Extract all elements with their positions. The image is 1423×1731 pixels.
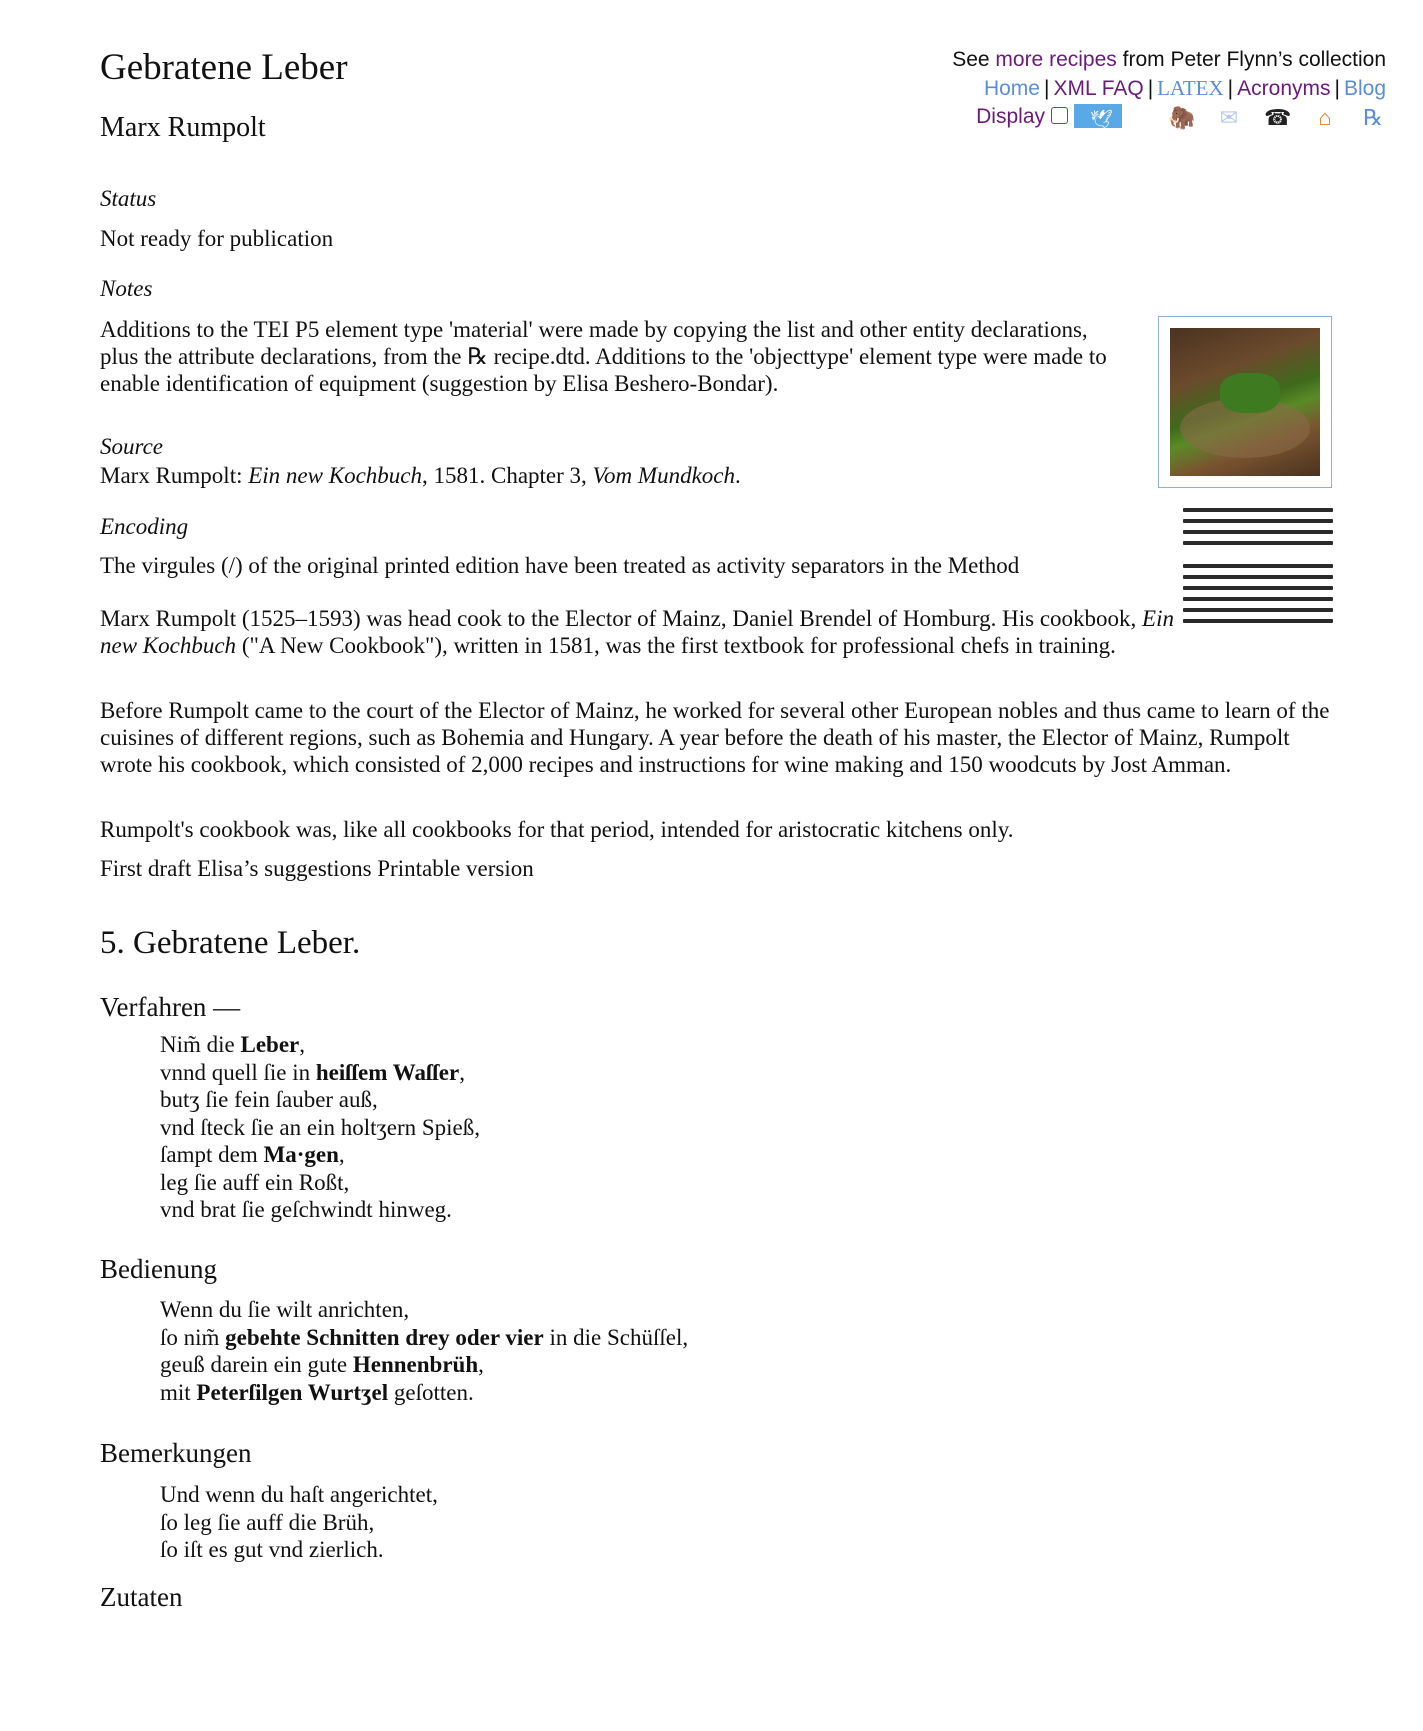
verse-text: ,: [299, 1032, 306, 1057]
source-chapter: Vom Mundkoch: [592, 463, 735, 488]
verse-line: [160, 1169, 480, 1197]
xml-faq-link[interactable]: XML FAQ: [1053, 77, 1144, 100]
rx-icon[interactable]: ℞: [1363, 106, 1383, 131]
scan-line: [1183, 586, 1333, 590]
nav-separator: |: [1147, 77, 1154, 100]
collection-line: [952, 46, 1386, 74]
serving-heading: Bedienung: [100, 1254, 217, 1284]
source-end: .: [734, 463, 741, 488]
see-suffix: from Peter Flynn’s collection: [1116, 48, 1386, 71]
more-recipes-link[interactable]: more recipes: [995, 48, 1117, 71]
verse-text: ,: [459, 1059, 465, 1085]
encoding-text: The virgules (/) of the original printed edition have been treated as activity separators in the Method: [100, 553, 1020, 578]
blog-link[interactable]: Blog: [1343, 77, 1386, 100]
display-label: Display: [976, 105, 1045, 128]
phone-icon[interactable]: ☎: [1264, 105, 1292, 130]
verse-text: in die Schüſſel,: [543, 1324, 689, 1350]
ingredients-heading: Zutaten: [100, 1582, 183, 1612]
latex-link[interactable]: [1157, 76, 1224, 100]
source-author: Marx Rumpolt:: [100, 463, 249, 488]
verse-text: ,: [338, 1142, 345, 1167]
intro-paragraph-1: [100, 605, 1185, 659]
ingredient-term: Ma·gen: [263, 1142, 339, 1167]
display-toggle-checkbox[interactable]: [1051, 107, 1068, 124]
ingredient-term: heiſſem Waſſer: [315, 1059, 460, 1085]
verse-line: [160, 1296, 688, 1324]
status-label: Status: [100, 186, 157, 211]
nav-links: [952, 74, 1386, 103]
verse-line: [160, 1379, 688, 1407]
mail-icon[interactable]: ✉: [1219, 105, 1239, 130]
see-prefix: See: [952, 48, 996, 71]
verse-text: Und wenn du haſt angerichtet,: [160, 1482, 438, 1507]
recipe-heading: 5. Gebratene Leber.: [100, 925, 361, 961]
dish-photo-image: [1170, 328, 1320, 476]
verse-text: Wenn du ſie wilt anrichten,: [160, 1297, 410, 1322]
verse-line: [160, 1031, 480, 1059]
notes-text: Additions to the TEI P5 element type 'material' were made by copying the list and other entity declarations, plus the attribute declarations, from the ℞ recipe.dtd. Additions to the 'objecttype' element type were made to enable identification of equipment (suggestion by Elisa Beshero-Bondar).: [100, 317, 1107, 396]
verse-line: [160, 1141, 480, 1169]
scan-line: [1183, 575, 1333, 579]
display-line: [952, 103, 1386, 133]
verse-line: [160, 1351, 688, 1379]
ingredient-term: Leber: [240, 1032, 300, 1057]
method-lines: [160, 1031, 480, 1224]
verse-text: ſo leg ſie auff die Brüh,: [160, 1509, 375, 1535]
latex-label: LATEX: [1157, 76, 1224, 100]
verse-line: [160, 1481, 438, 1509]
verse-text: geuß darein ein gute: [160, 1352, 353, 1377]
home-link[interactable]: Home: [983, 77, 1040, 100]
source-book: Ein new Kochbuch: [248, 463, 422, 488]
page-title: Gebratene Leber: [100, 47, 348, 88]
version-links: First draft Elisa’s suggestions Printable version: [100, 856, 534, 881]
scan-line: [1183, 508, 1333, 512]
verse-text: Nim̃ die: [160, 1032, 241, 1057]
verse-text: geſotten.: [388, 1379, 474, 1405]
verse-line: [160, 1536, 438, 1564]
intro-p1-start: Marx Rumpolt (1525–1593) was head cook to the Elector of Mainz, Daniel Brendel of Homburg. His cookbook,: [100, 606, 1143, 631]
verse-text: ſampt dem: [160, 1142, 264, 1167]
verse-line: [160, 1196, 480, 1224]
scan-line: [1183, 564, 1333, 568]
scan-line: [1183, 530, 1333, 534]
page-author: Marx Rumpolt: [100, 112, 266, 143]
verse-text: butʒ ſie fein ſauber auß,: [160, 1087, 378, 1112]
intro-p1-end: ("A New Cookbook"), written in 1581, was the first textbook for professional chefs in training.: [236, 633, 1116, 658]
scan-line: [1183, 608, 1333, 612]
dish-photo: [1158, 316, 1332, 488]
home-icon[interactable]: ⌂: [1318, 105, 1332, 130]
twitter-icon[interactable]: 🕊: [1074, 104, 1122, 128]
verse-text: leg ſie auff ein Roßt,: [160, 1169, 350, 1195]
mastodon-icon[interactable]: 🦣: [1168, 105, 1196, 130]
source-mid: , 1581. Chapter 3,: [421, 463, 593, 488]
nav-separator: |: [1334, 77, 1340, 100]
verse-text: vnnd quell ſie in: [160, 1059, 316, 1085]
verse-line: [160, 1086, 480, 1114]
ingredient-term: gebehte Schnitten drey oder vier: [225, 1324, 544, 1350]
verse-text: ,: [478, 1352, 484, 1377]
verse-text: ſo nim̃: [160, 1324, 226, 1350]
status-value: Not ready for publication: [100, 226, 334, 251]
scan-line: [1183, 541, 1333, 545]
scan-line: [1183, 619, 1333, 623]
original-print-scan: [1183, 508, 1333, 640]
verse-text: vnd ſteck ſie an ein holtʒern Spieß,: [160, 1114, 480, 1140]
nav-separator: |: [1043, 77, 1050, 100]
intro-p1-book: Ein new Kochbuch: [100, 606, 1174, 658]
verse-text: ſo iſt es gut vnd zierlich.: [160, 1537, 384, 1562]
nav-separator: |: [1227, 77, 1234, 100]
notes-label: Notes: [100, 276, 153, 301]
scan-line: [1183, 597, 1333, 601]
verse-line: [160, 1059, 480, 1087]
source-label: Source: [100, 434, 164, 459]
encoding-label: Encoding: [100, 514, 189, 539]
verse-line: [160, 1324, 688, 1352]
verse-text: vnd brat ſie geſchwindt hinweg.: [160, 1197, 452, 1222]
site-navigation: [952, 46, 1386, 133]
method-heading: Verfahren —: [100, 992, 241, 1022]
ingredient-term: Peterſilgen Wurtʒel: [196, 1379, 389, 1405]
verse-line: [160, 1114, 480, 1142]
ingredient-term: Hennenbrüh: [352, 1352, 479, 1377]
intro-paragraph-2: Before Rumpolt came to the court of the Elector of Mainz, he worked for several other European nobles and thus came to learn of the cuisines of different regions, such as Bohemia and Hungary. A year before the death of his master, the Elector of Mainz, Rumpolt wrote his cookbook, which consisted of 2,000 recipes and instructions for wine making and 150 woodcuts by Jost Amman.: [100, 698, 1330, 777]
photo-parsley: [1220, 373, 1280, 413]
verse-line: [160, 1509, 438, 1537]
acronyms-link[interactable]: Acronyms: [1237, 77, 1331, 100]
source-text: [100, 462, 741, 489]
intro-paragraph-3: Rumpolt's cookbook was, like all cookbooks for that period, intended for aristocratic kitchens only.: [100, 817, 1014, 842]
remarks-lines: [160, 1481, 438, 1564]
serving-lines: [160, 1296, 688, 1406]
scan-line: [1183, 519, 1333, 523]
verse-text: mit: [160, 1379, 197, 1405]
scan-gap: [1183, 552, 1333, 564]
remarks-heading: Bemerkungen: [100, 1438, 252, 1468]
